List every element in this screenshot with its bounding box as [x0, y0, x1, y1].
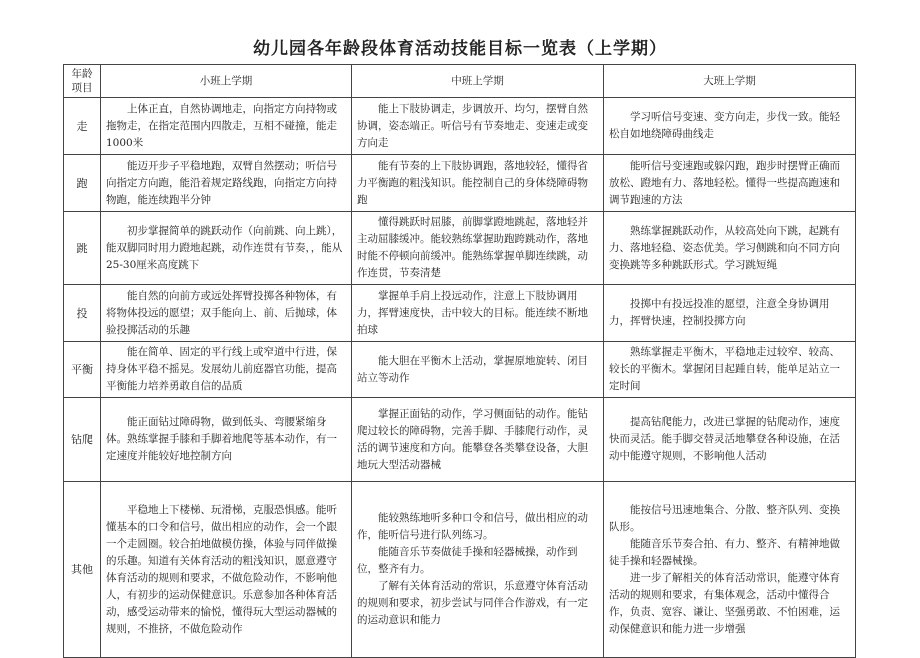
row-item-label: 投 [64, 285, 101, 342]
col-header-middle: 中班上学期 [352, 65, 604, 98]
cell-small [101, 212, 352, 285]
table-row [64, 342, 856, 398]
cell-small [101, 342, 352, 398]
row-item-label: 走 [64, 98, 101, 155]
table-row [64, 285, 856, 342]
cell-large [604, 98, 856, 155]
header-row [64, 65, 856, 98]
cell-large [604, 285, 856, 342]
cell-paragraph: 能较熟练地听多种口令和信号，做出相应的动作，能听信号进行队列练习。 [357, 512, 588, 541]
cell-paragraph: 能大胆在平衡木上活动，掌握原地旋转、闭目站立等动作 [357, 354, 588, 384]
cell-paragraph: 能随音乐节奏做徒手操和轻器械操，动作到位，整齐有力。 [357, 546, 578, 575]
col-header-large: 大班上学期 [604, 65, 856, 98]
cell-paragraph: 初步掌握简单的跳跃动作（向前跳、向上跳），能双脚同时用力蹬地起跳，动作连贯有节奏，，能从25-30厘米高度跳下 [106, 224, 343, 271]
cell-paragraph: 掌握单手肩上投远动作，注意上下肢协调用力，挥臂速度快，击中较大的目标。能连续不断地拍球 [357, 289, 588, 336]
cell-middle [352, 155, 604, 212]
cell-middle [352, 342, 604, 398]
cell-large [604, 398, 856, 482]
cell-large [604, 482, 856, 658]
row-item-label: 平衡 [64, 342, 101, 398]
cell-small [101, 285, 352, 342]
cell-middle [352, 98, 604, 155]
row-item-label: 钻爬 [64, 398, 101, 482]
cell-paragraph: 平稳地上下楼梯、玩滑梯，克服恐惧感。能听懂基本的口令和信号，做出相应的动作，会一个跟一个走圆圈。较合拍地做模仿操，体验与同伴做操的乐趣。知道有关体育活动的粗浅知识，愿意遵守体育活动的规则和要求，不做危险动作，不影响他人，有初步的运动保健意识。乐意参加各种体育活动，感受运动带来的愉悦，懂得玩大型运动器械的规则，不推挤，不做危险动作 [106, 503, 337, 635]
cell-small [101, 398, 352, 482]
cell-middle [352, 212, 604, 285]
cell-large [604, 342, 856, 398]
cell-paragraph: 懂得跳跃时屈膝，前脚掌蹬地跳起，落地轻并主动屈膝缓冲。能较熟练掌握助跑跨跳动作，落地时能不停顿向前缓冲。能熟练掌握单脚连续跳，动作连贯，节奏清楚 [357, 216, 588, 279]
cell-paragraph: 提高钻爬能力，改进已掌握的钻爬动作，速度快而灵活。能手脚交替灵活地攀登各种设施，在活动中能遵守规则，不影响他人活动 [609, 416, 840, 462]
cell-paragraph: 进一步了解相关的体育活动常识，能遵守体育活动的规则和要求，有集体观念，活动中懂得合作，负责、宽容、谦让、坚强勇敢、不怕困难，运动保健意识和能力进一步增强 [609, 571, 840, 635]
col-header-small: 小班上学期 [101, 65, 352, 98]
cell-paragraph: 能正面钻过障碍物，做到低头、弯腰紧缩身体。熟练掌握手膝和手脚着地爬等基本动作，有一定速度并能较好地控制方向 [106, 416, 337, 462]
cell-middle [352, 482, 604, 658]
cell-small [101, 155, 352, 212]
cell-paragraph: 学习听信号变速、变方向走，步伐一致。能轻松自如地绕障碍曲线走 [609, 111, 840, 140]
cell-small [101, 98, 352, 155]
corner-header-age: 年龄 [71, 68, 93, 80]
corner-header [64, 65, 101, 98]
corner-header-item: 项目 [71, 82, 93, 94]
cell-paragraph: 投掷中有投远投准的愿望，注意全身协调用力，挥臂快速，控制投掷方向 [609, 298, 830, 327]
cell-paragraph: 能迈开步子平稳地跑，双臂自然摆动；听信号向指定方向跑，能沿着规定路线跑，向指定方向持物跑，能连续跑半分钟 [106, 159, 337, 206]
table-row [64, 212, 856, 285]
skills-table [63, 64, 856, 658]
table-row [64, 155, 856, 212]
table-row [64, 98, 856, 155]
cell-small [101, 482, 352, 658]
cell-middle [352, 285, 604, 342]
row-item-label: 其他 [64, 482, 101, 658]
table-body [64, 65, 856, 658]
cell-paragraph: 掌握正面钻的动作，学习侧面钻的动作。能钻爬过较长的障碍物，完善手脚、手膝爬行动作，灵活的调节速度和方向。能攀登各类攀登设备，大胆地玩大型活动器械 [357, 407, 588, 471]
cell-large [604, 155, 856, 212]
cell-paragraph: 上体正直，自然协调地走，向指定方向持物或拖物走，在指定范围内四散走，互相不碰撞，能走1000米 [106, 102, 337, 149]
cell-paragraph: 熟练掌握跳跃动作，从较高处向下跳，起跳有力、落地轻稳、姿态优美。学习侧跳和向不同方向变换跳等多种跳跃形式。学习跳短绳 [609, 224, 840, 271]
cell-paragraph: 熟练掌握走平衡木，平稳地走过较窄、较高、较长的平衡木。掌握闭目起踵自转，能单足站立一定时间 [609, 346, 840, 392]
cell-paragraph: 能自然的向前方或远处挥臂投掷各种物体，有将物体投远的愿望；双手能向上、前、后抛球，体验投掷活动的乐趣 [106, 289, 337, 336]
row-item-label: 跑 [64, 155, 101, 212]
table-row [64, 482, 856, 658]
cell-paragraph: 了解有关体育活动的常识，乐意遵守体育活动的规则和要求，初步尝试与同伴合作游戏，有一定的运动意识和能力 [357, 580, 588, 626]
row-item-label: 跳 [64, 212, 101, 285]
table-row [64, 398, 856, 482]
cell-paragraph: 能有节奏的上下肢协调跑，落地较轻，懂得省力平衡跑的粗浅知识。能控制自己的身体绕障碍物跑 [357, 159, 588, 206]
cell-paragraph: 能按信号迅速地集合、分散、整齐队列、变换队形。 [609, 503, 840, 533]
cell-paragraph: 能上下肢协调走，步调放开、均匀，摆臂自然协调，姿态端正。听信号有节奏地走、变速走或变方向走 [357, 102, 588, 149]
cell-paragraph: 能随音乐节奏合拍、有力、整齐、有精神地做徒手操和轻器械操。 [609, 537, 840, 567]
cell-large [604, 212, 856, 285]
cell-middle [352, 398, 604, 482]
page-title: 幼儿园各年龄段体育活动技能目标一览表（上学期） [253, 39, 667, 59]
cell-paragraph: 能在简单、固定的平行线上或窄道中行进，保持身体平稳不摇晃。发展幼儿前庭器官功能，提高平衡能力培养勇敢自信的品质 [106, 346, 337, 392]
cell-paragraph: 能听信号变速跑或躲闪跑，跑步时摆臂正确而放松、蹬地有力、落地轻松。懂得一些提高跑速和调节跑速的方法 [609, 159, 840, 206]
